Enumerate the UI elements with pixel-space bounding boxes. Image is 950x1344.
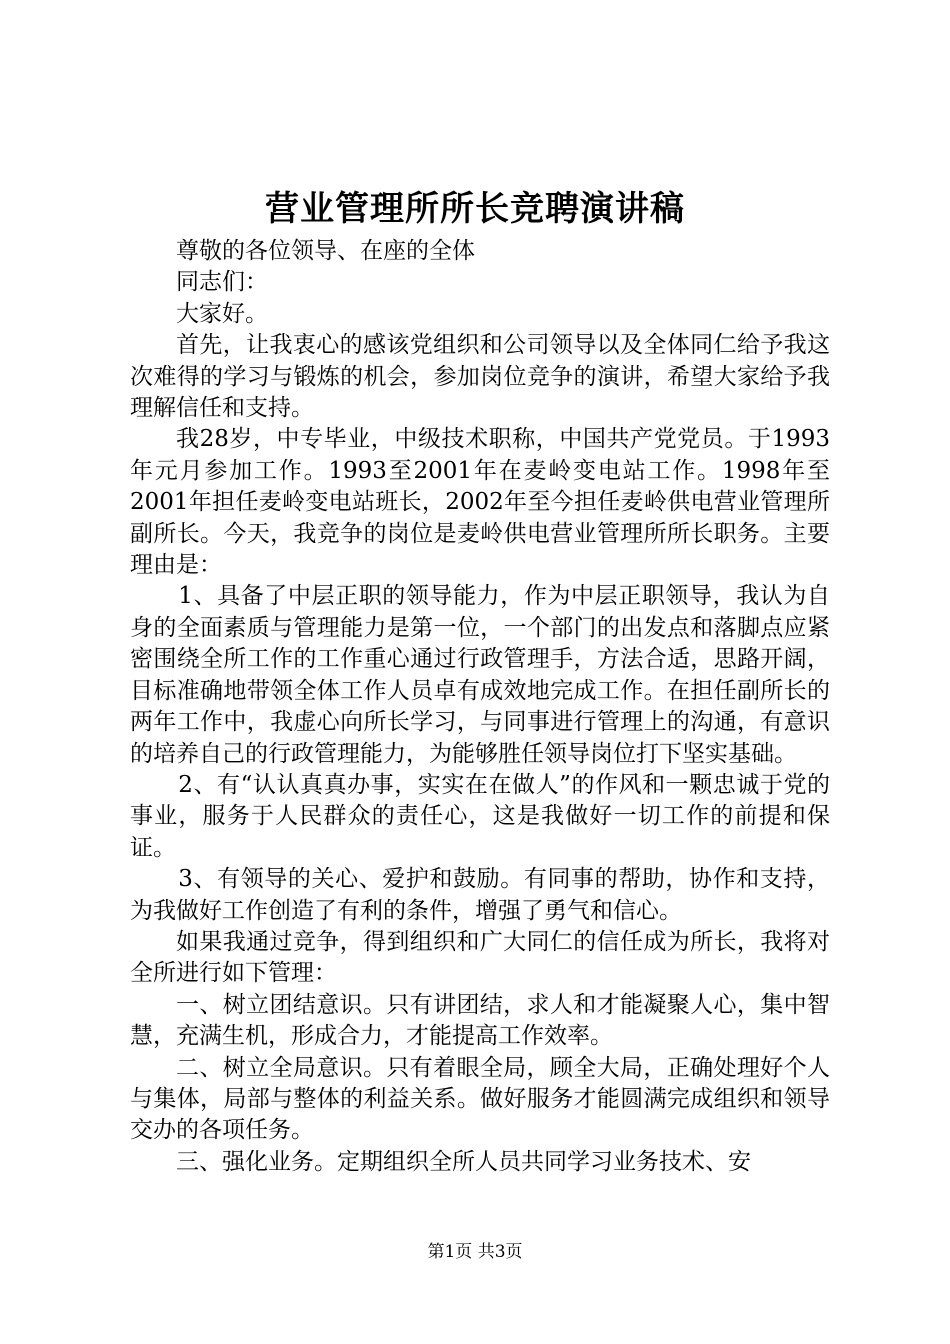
document-body bbox=[130, 236, 830, 1178]
plan-item: 一、树立团结意识。只有讲团结，求人和才能凝聚人心，集中智慧，充满生机，形成合力，才能提高工作效率。 bbox=[130, 991, 830, 1050]
body-paragraph: 我28岁，中专毕业，中级技术职称，中国共产党党员。于1993年元月参加工作。1993至2001年在麦岭变电站工作。1998年至2001年担任麦岭变电站班长，2002年至今担任麦岭供电营业管理所副所长。今天，我竞争的岗位是麦岭供电营业管理所所长职务。主要理由是： bbox=[130, 426, 830, 579]
body-paragraph: 首先，让我衷心的感该党组织和公司领导以及全体同仁给予我这次难得的学习与锻炼的机会，参加岗位竞争的演讲，希望大家给予我理解信任和支持。 bbox=[130, 332, 830, 422]
plan-item: 二、树立全局意识。只有着眼全局，顾全大局，正确处理好个人与集体，局部与整体的利益关系。做好服务才能圆满完成组织和领导交办的各项任务。 bbox=[130, 1054, 830, 1144]
reason-item: 3、有领导的关心、爱护和鼓励。有同事的帮助，协作和支持，为我做好工作创造了有利的条件，增强了勇气和信心。 bbox=[130, 866, 830, 924]
greeting-line: 同志们： bbox=[176, 269, 268, 296]
reason-item: 1、具备了中层正职的领导能力，作为中层正职领导，我认为自身的全面素质与管理能力是第一位，一个部门的出发点和落脚点应紧密围绕全所工作的工作重心通过行政管理手，方法合适，思路开阔，目标准确地带领全体工作人员卓有成效地完成工作。在担任副所长的两年工作中，我虚心向所长学习，与同事进行管理上的沟通，有意识的培养自己的行政管理能力，为能够胜任领导岗位打下坚实基础。 bbox=[130, 583, 830, 767]
reason-item: 2、有“认认真真办事，实实在在做人”的作风和一颗忠诚于党的事业，服务于人民群众的责任心，这是我做好一切工作的前提和保证。 bbox=[130, 771, 830, 861]
greeting-line: 大家好。 bbox=[176, 300, 268, 327]
greeting-line: 尊敬的各位领导、在座的全体 bbox=[176, 238, 475, 264]
body-paragraph: 如果我通过竞争，得到组织和广大同仁的信任成为所长，我将对全所进行如下管理： bbox=[130, 928, 830, 987]
plan-item: 三、强化业务。定期组织全所人员共同学习业务技术、安 bbox=[176, 1148, 751, 1175]
document-title: 营业管理所所长竞聘演讲稿 bbox=[265, 189, 685, 229]
page-number-footer: 第1页 共3页 bbox=[427, 1242, 523, 1262]
